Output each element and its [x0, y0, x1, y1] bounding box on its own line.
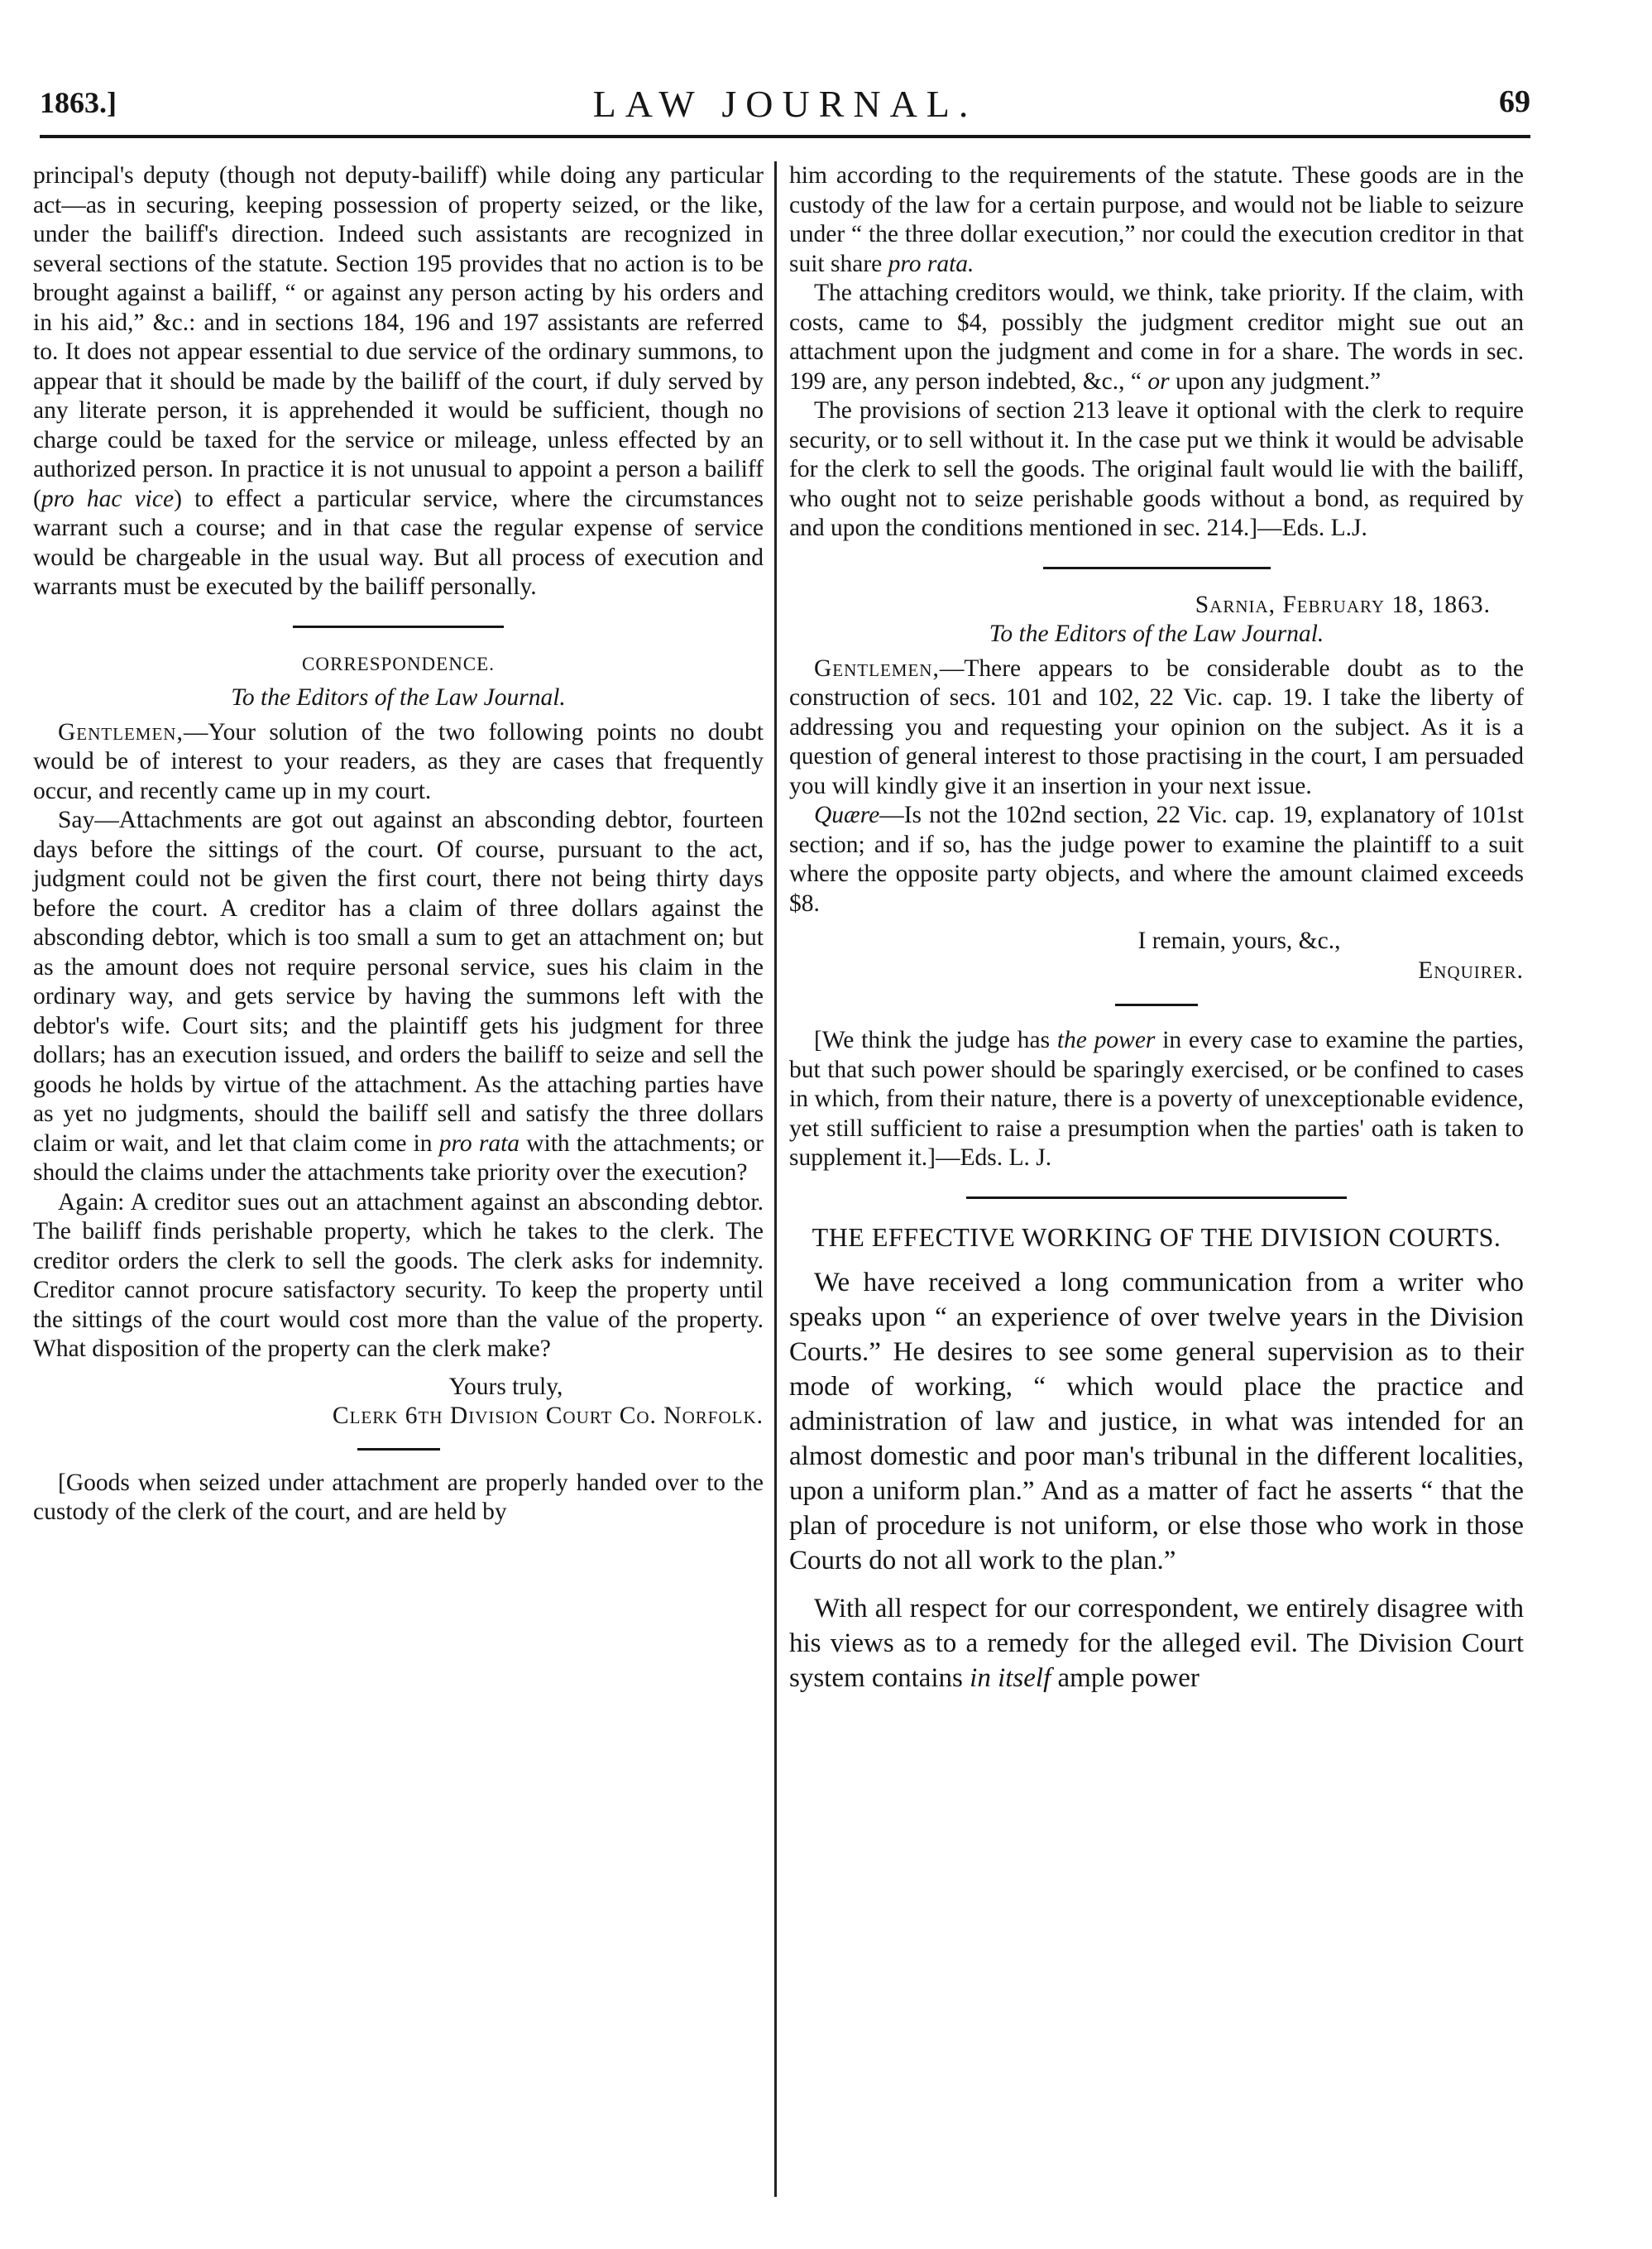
article-paragraph: With all respect for our correspondent, we entirely disagree with his views as to a remedy for the alleged evil. The Division Court system contains in itself ample power — [789, 1593, 1524, 1693]
editor-reply: The provisions of section 213 leave it optional with the clerk to require security, or to sell without it. In the case put we think it would be advisable for the clerk to sell the goods. The original fault would lie with the bailiff, who ought not to seize perishable goods without a bond, as required by and upon the conditions mentioned in sec. 214.]—Eds. L.J. — [789, 397, 1524, 541]
to-editors-line: To the Editors of the Law Journal. — [231, 684, 566, 711]
section-rule — [1043, 567, 1271, 569]
section-rule — [1115, 1004, 1198, 1006]
section-rule — [357, 1448, 440, 1451]
signature: Clerk 6th Division Court Co. Norfolk. — [332, 1403, 764, 1429]
letter-paragraph: Gentlemen,—Your solution of the two following points no doubt would be of interest to your readers, as they are cases that frequently occur, and recently came up in my court. — [33, 718, 764, 804]
signature: Enquirer. — [1418, 957, 1524, 984]
right-column — [789, 161, 1524, 1695]
paragraph-continued: principal's deputy (though not deputy-bailiff) while doing any particular act—as in securing, keeping possession of property seized, or the like, under the bailiff's direction. Indeed such assistants are recognized in several sections of the statute. Section 195 provides that no action is to be brought against a bailiff, “ or against any person acting by his orders and in his aid,” &c.: and in sections 184, 196 and 197 assistants are referred to. It does not appear essential to due service of the ordinary summons, to appear that it should be made by the bailiff of the court, if duly served by any literate person, it is apprehended it would be sufficient, though no charge could be taxed for the service or mileage, unless effected by an authorized person. In practice it is not unusual to appoint a person a bailiff (pro hac vice) to effect a particular service, where the circumstances warrant such a course; and in that case the regular expense of service would be chargeable in the usual way. But all process of execution and warrants must be executed by the bailiff personally. — [33, 162, 764, 600]
article-paragraph: We have received a long communication from a writer who speaks upon “ an experience of over twelve years in the Division Courts.” He desires to see some general supervision as to their mode of working, “ which would place the practice and administration of law and justice, in what was intended for an almost domestic and poor man's tribunal in the different localities, upon a uniform plan.” And as a matter of fact he asserts “ that the plan of procedure is not uniform, or else those who work in those Courts do not all work to the plan.” — [789, 1267, 1524, 1575]
letter-paragraph: Say—Attachments are got out against an absconding debtor, fourteen days before the sittings of the court. Of course, pursuant to the act, judgment could not be given the first court, there not being thirty days before the court. A creditor has a claim of three dollars against the absconding debtor, which is too small a sum to get an attachment on; but as the amount does not require personal service, sues his claim in the ordinary way, and gets service by having the summons left with the debtor's wife. Court sits; and the plaintiff gets his judgment for three dollars; has an execution issued, and orders the bailiff to seize and sell the goods he holds by virtue of the attachment. As the attaching parties have as yet no judgments, should the bailiff sell and satisfy the three dollars claim or wait, and let that claim come in pro rata with the attachments; or should the claims under the attachments take priority over the execution? — [33, 807, 764, 1186]
closing: I remain, yours, &c., — [1137, 928, 1341, 954]
page-number: 69 — [1499, 84, 1530, 119]
letter-paragraph: Gentlemen,—There appears to be considerable doubt as to the construction of secs. 101 and 102, 22 Vic. cap. 19. I take the liberty of addressing you and requesting your opinion on the subject. As it is a question of general interest to those practising in the court, I am persuaded you will kindly give it an insertion in your next issue. — [789, 655, 1524, 799]
article-title: THE EFFECTIVE WORKING OF THE DIVISION COURTS. — [812, 1221, 1501, 1252]
to-editors-line: To the Editors of the Law Journal. — [989, 621, 1324, 647]
editor-reply: The attaching creditors would, we think, take priority. If the claim, with costs, came to $4, possibly the judgment creditor might sue out an attachment upon the judgment and come in for a share. The words in sec. 199 are, any person indebted, &c., “ or upon any judgment.” — [789, 280, 1524, 395]
header-year: 1863.] — [40, 86, 117, 119]
correspondence-heading: CORRESPONDENCE. — [302, 653, 495, 674]
editor-reply-continued: him according to the requirements of the statute. These goods are in the custody of the law for a certain purpose, and would not be liable to seizure under “ the three dollar execution,” nor could the execution creditor in that suit share pro rata. — [789, 162, 1524, 277]
salutation: Gentlemen, — [814, 655, 940, 682]
salutation: Gentlemen, — [58, 718, 184, 746]
closing: Yours truly, — [448, 1373, 563, 1400]
left-column — [33, 161, 764, 1527]
section-rule — [293, 626, 504, 628]
editor-reply: [We think the judge has the power in every case to examine the parties, but that such power should be sparingly exercised, or be confined to cases in which, from their nature, there is a poverty of unexceptionable evidence, yet still sufficient to raise a presumption when the parties' oath is taken to supplement it.]—Eds. L. J. — [789, 1027, 1524, 1171]
editor-reply: [Goods when seized under attachment are properly handed over to the custody of the clerk of the court, and are held by — [33, 1469, 764, 1525]
journal-title: LAW JOURNAL. — [592, 83, 978, 125]
column-divider — [774, 161, 777, 2197]
section-rule — [966, 1196, 1347, 1199]
dateline: Sarnia, February 18, 1863. — [1195, 591, 1491, 618]
letter-paragraph: Quære—Is not the 102nd section, 22 Vic. cap. 19, explanatory of 101st section; and if so, has the judge power to examine the plaintiff to a suit where the opposite party objects, and where the amount claimed exceeds $8. — [789, 802, 1524, 917]
letter-paragraph: Again: A creditor sues out an attachment against an absconding debtor. The bailiff finds perishable property, which he takes to the clerk. The creditor orders the clerk to sell the goods. The clerk asks for indemnity. Creditor cannot procure satisfactory security. To keep the property until the sittings of the court would cost more than the value of the property. What disposition of the property can the clerk make? — [33, 1188, 764, 1362]
running-header — [40, 85, 1530, 138]
